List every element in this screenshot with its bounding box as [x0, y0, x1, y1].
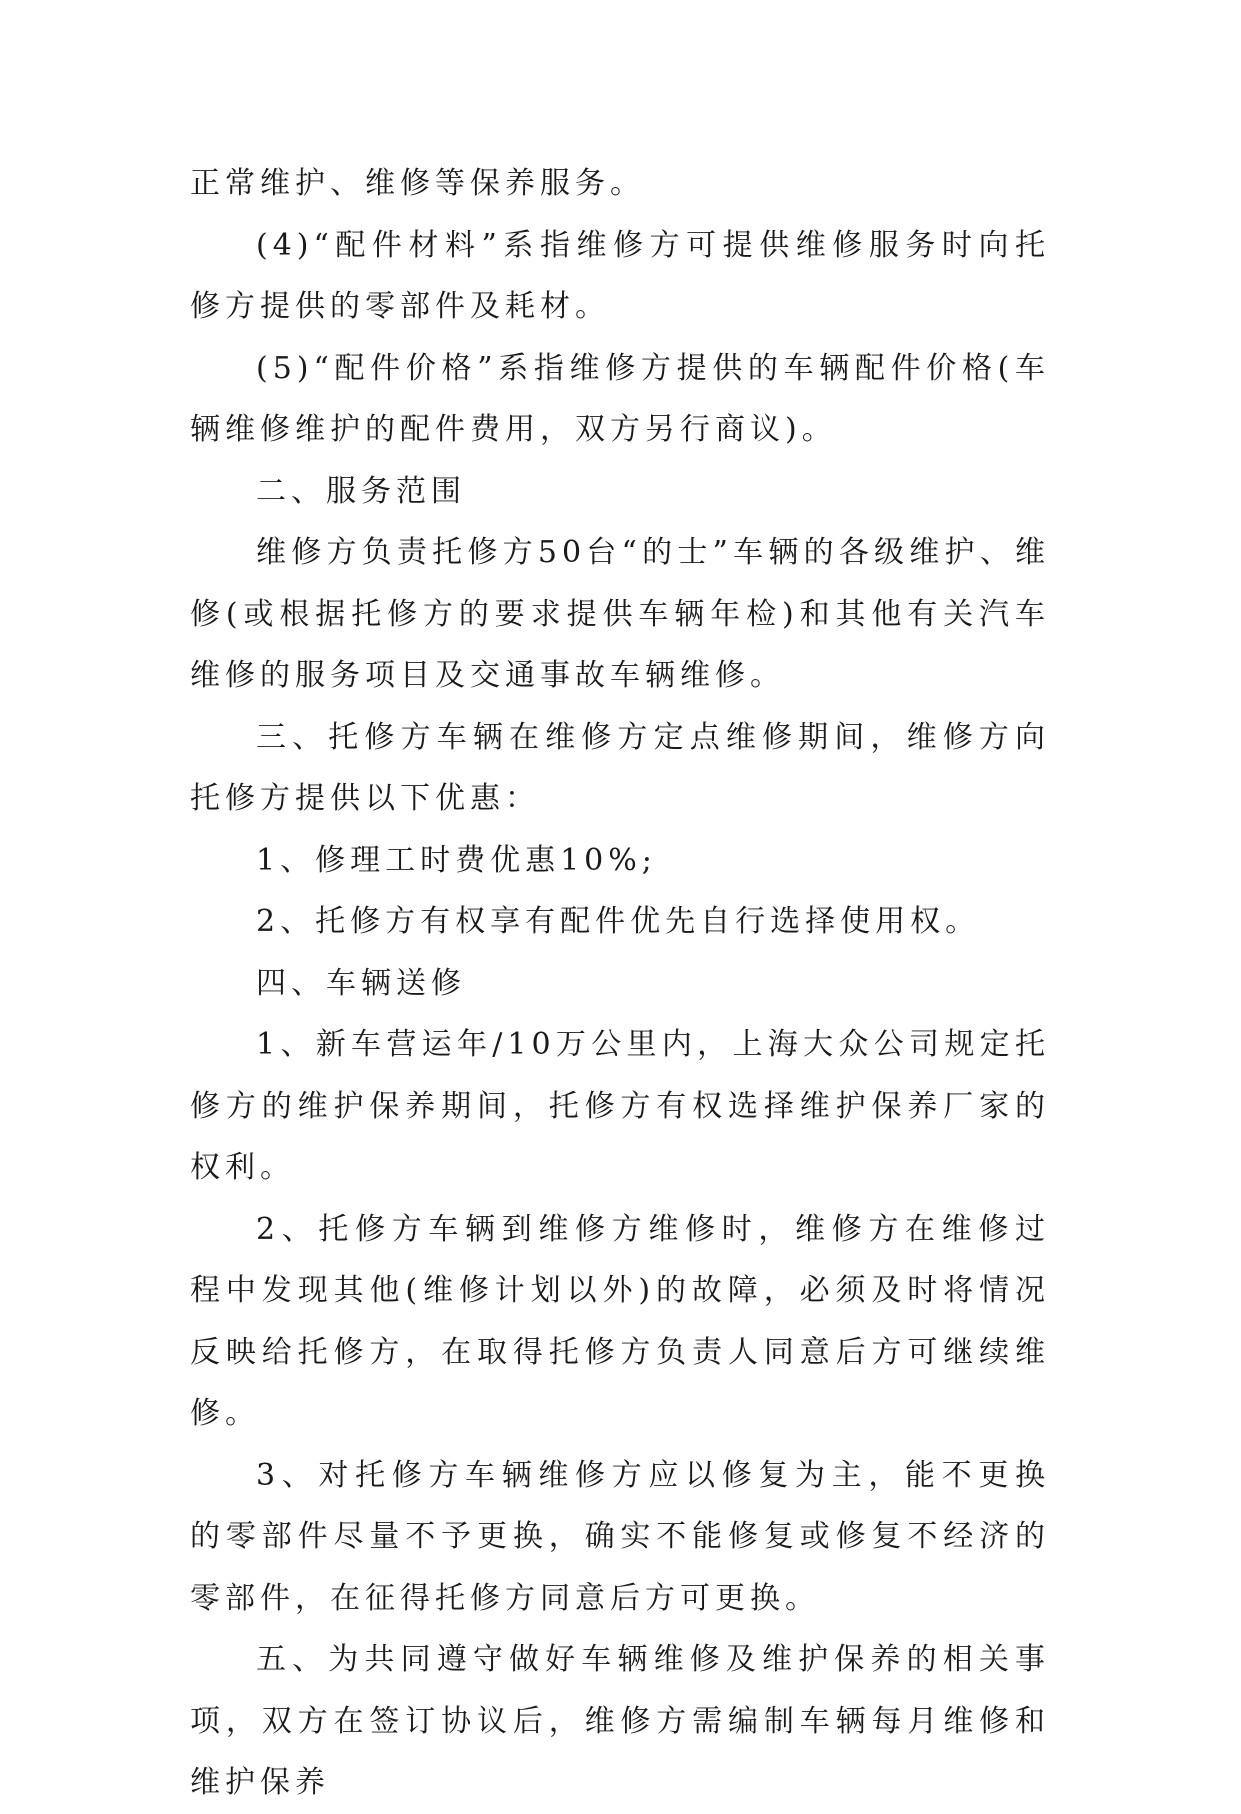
section-heading-2: 二、服务范围 — [256, 473, 466, 509]
paragraph-2: (4)“配件材料”系指维修方可提供维修服务时向托修方提供的零部件及耗材。 — [190, 227, 1050, 324]
paragraph-1: 正常维护、维修等保养服务。 — [190, 166, 645, 201]
section-heading-5: 五、为共同遵守做好车辆维修及维护保养的相关事项，双方在签订协议后，维修方需编制车辆每月维修和维护保养 — [190, 1642, 1050, 1800]
document-body — [190, 153, 1050, 1814]
paragraph-3: (5)“配件价格”系指维修方提供的车辆配件价格(车辆维修维护的配件费用，双方另行商议)。 — [190, 350, 1050, 447]
paragraph-5: 维修方负责托修方50台“的士”车辆的各级维护、维修(或根据托修方的要求提供车辆年检)和其他有关汽车维修的服务项目及交通事故车辆维修。 — [190, 535, 1050, 693]
section-heading-3: 三、托修方车辆在维修方定点维修期间，维修方向托修方提供以下优惠： — [190, 719, 1050, 816]
list-item-1: 1、修理工时费优惠10%; — [256, 842, 657, 878]
paragraph-12: 3、对托修方车辆维修方应以修复为主，能不更换的零部件尽量不予更换，确实不能修复或修复不经济的零部件，在征得托修方同意后方可更换。 — [190, 1457, 1050, 1616]
list-item-2: 2、托修方有权享有配件优先自行选择使用权。 — [256, 904, 981, 939]
section-heading-4: 四、车辆送修 — [256, 965, 466, 1001]
paragraph-10: 1、新车营运年/10万公里内，上海大众公司规定托修方的维护保养期间，托修方有权选择维护保养厂家的权利。 — [190, 1027, 1050, 1185]
paragraph-11: 2、托修方车辆到维修方维修时，维修方在维修过程中发现其他(维修计划以外)的故障，必须及时将情况反映给托修方，在取得托修方负责人同意后方可继续维修。 — [190, 1211, 1050, 1431]
